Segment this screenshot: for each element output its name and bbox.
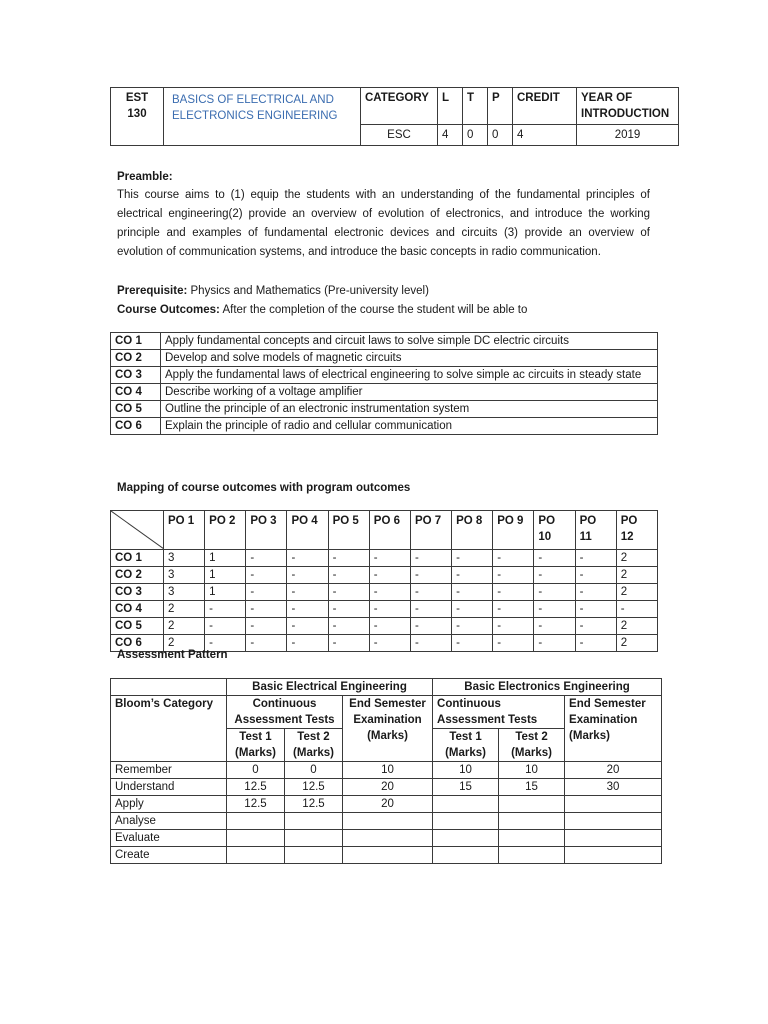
marks-cell — [227, 813, 285, 830]
t-label: T — [463, 88, 488, 125]
mapping-co-label: CO 2 — [111, 567, 164, 584]
marks-cell — [499, 813, 565, 830]
marks-cell: 10 — [499, 762, 565, 779]
bee-end-sem-header: End Semester Examination (Marks) — [343, 696, 433, 762]
co-row — [111, 418, 658, 435]
po-header: PO 3 — [246, 511, 287, 550]
co-code: CO 1 — [111, 333, 161, 350]
year-label: YEAR OF INTRODUCTION — [577, 88, 679, 125]
po-header: PO 10 — [534, 511, 575, 550]
bel-test1-header: Test 1 (Marks) — [433, 729, 499, 762]
marks-cell — [343, 847, 433, 864]
bloom-level: Evaluate — [111, 830, 227, 847]
mapping-cell: - — [369, 584, 410, 601]
mapping-cell: - — [534, 601, 575, 618]
assessment-row — [111, 779, 662, 796]
preamble-text: This course aims to (1) equip the students with an understanding of the fundamental principles of electrical engineering(2) provide an overview of evolution of electronics, and introduce the working principle and examples of fundamental electronic devices and circuits (3) provide an overview of evolution of communication systems, and introduce the basic concepts in radio communication. — [117, 189, 650, 258]
marks-cell: 0 — [285, 762, 343, 779]
assessment-row — [111, 796, 662, 813]
co-row — [111, 384, 658, 401]
mapping-cell: - — [410, 567, 451, 584]
mapping-cell: - — [575, 550, 616, 567]
marks-cell — [433, 813, 499, 830]
marks-cell: 20 — [343, 779, 433, 796]
mapping-cell: - — [534, 635, 575, 652]
mapping-cell: - — [328, 550, 369, 567]
bel-test2-header: Test 2 (Marks) — [499, 729, 565, 762]
diagonal-line — [111, 511, 164, 549]
po-header: PO 6 — [369, 511, 410, 550]
mapping-cell: - — [369, 567, 410, 584]
mapping-cell: - — [328, 601, 369, 618]
mapping-row — [111, 584, 658, 601]
mapping-cell: - — [534, 584, 575, 601]
marks-cell — [499, 830, 565, 847]
mapping-cell: - — [493, 618, 534, 635]
mapping-cell: 1 — [205, 550, 246, 567]
mapping-cell: - — [246, 618, 287, 635]
preamble-heading: Preamble: — [117, 171, 173, 183]
bloom-level: Understand — [111, 779, 227, 796]
mapping-cell: - — [369, 550, 410, 567]
mapping-cell: 1 — [205, 584, 246, 601]
mapping-cell: - — [328, 567, 369, 584]
bel-header: Basic Electronics Engineering — [433, 679, 662, 696]
mapping-cell: 2 — [616, 550, 657, 567]
marks-cell: 0 — [227, 762, 285, 779]
course-header-table — [110, 87, 679, 146]
mapping-cell: - — [205, 601, 246, 618]
mapping-co-label: CO 5 — [111, 618, 164, 635]
mapping-co-label: CO 4 — [111, 601, 164, 618]
mapping-cell: - — [410, 550, 451, 567]
bel-continuous-header: Continuous Assessment Tests — [433, 696, 565, 729]
mapping-cell: - — [452, 601, 493, 618]
mapping-co-label: CO 6 — [111, 635, 164, 652]
mapping-cell: - — [287, 550, 328, 567]
assessment-row — [111, 830, 662, 847]
mapping-cell: - — [246, 550, 287, 567]
mapping-co-label: CO 1 — [111, 550, 164, 567]
blank-header-cell — [111, 679, 227, 696]
marks-cell: 20 — [565, 762, 662, 779]
mapping-cell: - — [493, 601, 534, 618]
mapping-cell: - — [287, 584, 328, 601]
mapping-cell: - — [410, 584, 451, 601]
po-header: PO 5 — [328, 511, 369, 550]
marks-cell — [565, 847, 662, 864]
marks-cell — [285, 830, 343, 847]
po-header: PO 8 — [452, 511, 493, 550]
assessment-pattern-table — [110, 678, 662, 864]
mapping-cell: - — [493, 635, 534, 652]
mapping-cell: - — [575, 567, 616, 584]
mapping-cell: - — [493, 550, 534, 567]
category-value: ESC — [361, 125, 438, 146]
prerequisite-label: Prerequisite: — [117, 285, 188, 297]
po-header: PO 9 — [493, 511, 534, 550]
mapping-cell: 2 — [164, 618, 205, 635]
marks-cell — [227, 830, 285, 847]
mapping-cell: 2 — [616, 618, 657, 635]
po-header: PO 12 — [616, 511, 657, 550]
mapping-cell: - — [534, 567, 575, 584]
blooms-category-header: Bloom’s Category — [111, 696, 227, 762]
mapping-cell: 2 — [616, 567, 657, 584]
mapping-cell: - — [575, 601, 616, 618]
mapping-cell: - — [410, 601, 451, 618]
co-description: Outline the principle of an electronic instrumentation system — [161, 401, 658, 418]
co-row — [111, 367, 658, 384]
course-code: EST 130 — [111, 88, 164, 146]
marks-cell: 30 — [565, 779, 662, 796]
marks-cell — [565, 796, 662, 813]
marks-cell — [227, 847, 285, 864]
marks-cell — [343, 830, 433, 847]
mapping-cell: - — [287, 567, 328, 584]
mapping-cell: - — [493, 567, 534, 584]
prerequisite-line — [117, 282, 650, 301]
mapping-cell: - — [246, 567, 287, 584]
mapping-cell: - — [534, 550, 575, 567]
mapping-row — [111, 567, 658, 584]
marks-cell — [433, 830, 499, 847]
co-description: Describe working of a voltage amplifier — [161, 384, 658, 401]
mapping-cell: - — [410, 635, 451, 652]
l-value: 4 — [438, 125, 463, 146]
mapping-cell: - — [369, 618, 410, 635]
mapping-co-label: CO 3 — [111, 584, 164, 601]
year-value: 2019 — [577, 125, 679, 146]
mapping-cell: - — [452, 550, 493, 567]
mapping-cell: - — [328, 635, 369, 652]
course-outcomes-text: After the completion of the course the student will be able to — [222, 304, 528, 316]
mapping-cell: - — [575, 635, 616, 652]
mapping-cell: 1 — [205, 567, 246, 584]
marks-cell: 20 — [343, 796, 433, 813]
co-row — [111, 350, 658, 367]
marks-cell: 12.5 — [285, 779, 343, 796]
bel-end-sem-header: End Semester Examination (Marks) — [565, 696, 662, 762]
credit-label: CREDIT — [513, 88, 577, 125]
mapping-cell: - — [452, 618, 493, 635]
co-description: Explain the principle of radio and cellular communication — [161, 418, 658, 435]
marks-cell: 12.5 — [227, 779, 285, 796]
mapping-cell: - — [328, 584, 369, 601]
mapping-cell: - — [205, 635, 246, 652]
marks-cell — [499, 847, 565, 864]
mapping-row — [111, 618, 658, 635]
marks-cell — [499, 796, 565, 813]
mapping-cell: - — [246, 601, 287, 618]
mapping-cell: - — [287, 618, 328, 635]
po-header: PO 7 — [410, 511, 451, 550]
assessment-row — [111, 847, 662, 864]
co-po-mapping-table — [110, 510, 658, 652]
course-outcomes-table — [110, 332, 658, 435]
p-label: P — [488, 88, 513, 125]
mapping-cell: - — [287, 635, 328, 652]
co-code: CO 4 — [111, 384, 161, 401]
p-value: 0 — [488, 125, 513, 146]
bloom-level: Analyse — [111, 813, 227, 830]
bloom-level: Apply — [111, 796, 227, 813]
mapping-cell: - — [452, 584, 493, 601]
co-description: Apply the fundamental laws of electrical engineering to solve simple ac circuits in steady state — [161, 367, 658, 384]
assessment-heading: Assessment Pattern — [117, 649, 228, 661]
mapping-cell: - — [534, 618, 575, 635]
marks-cell — [565, 830, 662, 847]
marks-cell — [433, 796, 499, 813]
mapping-cell: 2 — [164, 601, 205, 618]
co-row — [111, 401, 658, 418]
bee-continuous-header: Continuous Assessment Tests — [227, 696, 343, 729]
mapping-cell: 3 — [164, 550, 205, 567]
marks-cell: 10 — [433, 762, 499, 779]
mapping-cell: - — [575, 618, 616, 635]
mapping-cell: 2 — [616, 584, 657, 601]
po-header: PO 11 — [575, 511, 616, 550]
marks-cell: 10 — [343, 762, 433, 779]
mapping-cell: - — [369, 635, 410, 652]
co-code: CO 6 — [111, 418, 161, 435]
mapping-cell: - — [410, 618, 451, 635]
assessment-row — [111, 762, 662, 779]
l-label: L — [438, 88, 463, 125]
co-row — [111, 333, 658, 350]
mapping-cell: - — [205, 618, 246, 635]
co-code: CO 2 — [111, 350, 161, 367]
mapping-cell: 3 — [164, 567, 205, 584]
co-description: Develop and solve models of magnetic circuits — [161, 350, 658, 367]
mapping-cell: - — [287, 601, 328, 618]
marks-cell — [433, 847, 499, 864]
marks-cell: 12.5 — [285, 796, 343, 813]
marks-cell: 12.5 — [227, 796, 285, 813]
marks-cell — [285, 847, 343, 864]
mapping-cell: 3 — [164, 584, 205, 601]
po-header: PO 1 — [164, 511, 205, 550]
co-description: Apply fundamental concepts and circuit laws to solve simple DC electric circuits — [161, 333, 658, 350]
mapping-cell: - — [493, 584, 534, 601]
mapping-row — [111, 550, 658, 567]
course-outcomes-label: Course Outcomes: — [117, 304, 220, 316]
mapping-header-row — [111, 511, 658, 550]
marks-cell — [565, 813, 662, 830]
marks-cell — [285, 813, 343, 830]
mapping-cell: 2 — [164, 635, 205, 652]
bee-header: Basic Electrical Engineering — [227, 679, 433, 696]
bee-test1-header: Test 1 (Marks) — [227, 729, 285, 762]
assessment-row — [111, 813, 662, 830]
mapping-cell: - — [452, 567, 493, 584]
co-code: CO 3 — [111, 367, 161, 384]
t-value: 0 — [463, 125, 488, 146]
diagonal-corner-cell — [111, 511, 164, 550]
mapping-cell: - — [246, 584, 287, 601]
mapping-cell: - — [616, 601, 657, 618]
bloom-level: Remember — [111, 762, 227, 779]
co-code: CO 5 — [111, 401, 161, 418]
mapping-cell: - — [452, 635, 493, 652]
mapping-cell: - — [369, 601, 410, 618]
mapping-cell: - — [246, 635, 287, 652]
mapping-row — [111, 601, 658, 618]
po-header: PO 2 — [205, 511, 246, 550]
marks-cell: 15 — [433, 779, 499, 796]
marks-cell: 15 — [499, 779, 565, 796]
po-header: PO 4 — [287, 511, 328, 550]
course-title: BASICS OF ELECTRICAL AND ELECTRONICS ENGINEERING — [164, 88, 361, 146]
mapping-heading: Mapping of course outcomes with program outcomes — [117, 482, 411, 494]
prerequisite-text: Physics and Mathematics (Pre-university level) — [190, 285, 429, 297]
mapping-cell: - — [575, 584, 616, 601]
mapping-cell: - — [328, 618, 369, 635]
mapping-cell: 2 — [616, 635, 657, 652]
credit-value: 4 — [513, 125, 577, 146]
category-label: CATEGORY — [361, 88, 438, 125]
bloom-level: Create — [111, 847, 227, 864]
marks-cell — [343, 813, 433, 830]
course-outcomes-line — [117, 301, 650, 320]
bee-test2-header: Test 2 (Marks) — [285, 729, 343, 762]
